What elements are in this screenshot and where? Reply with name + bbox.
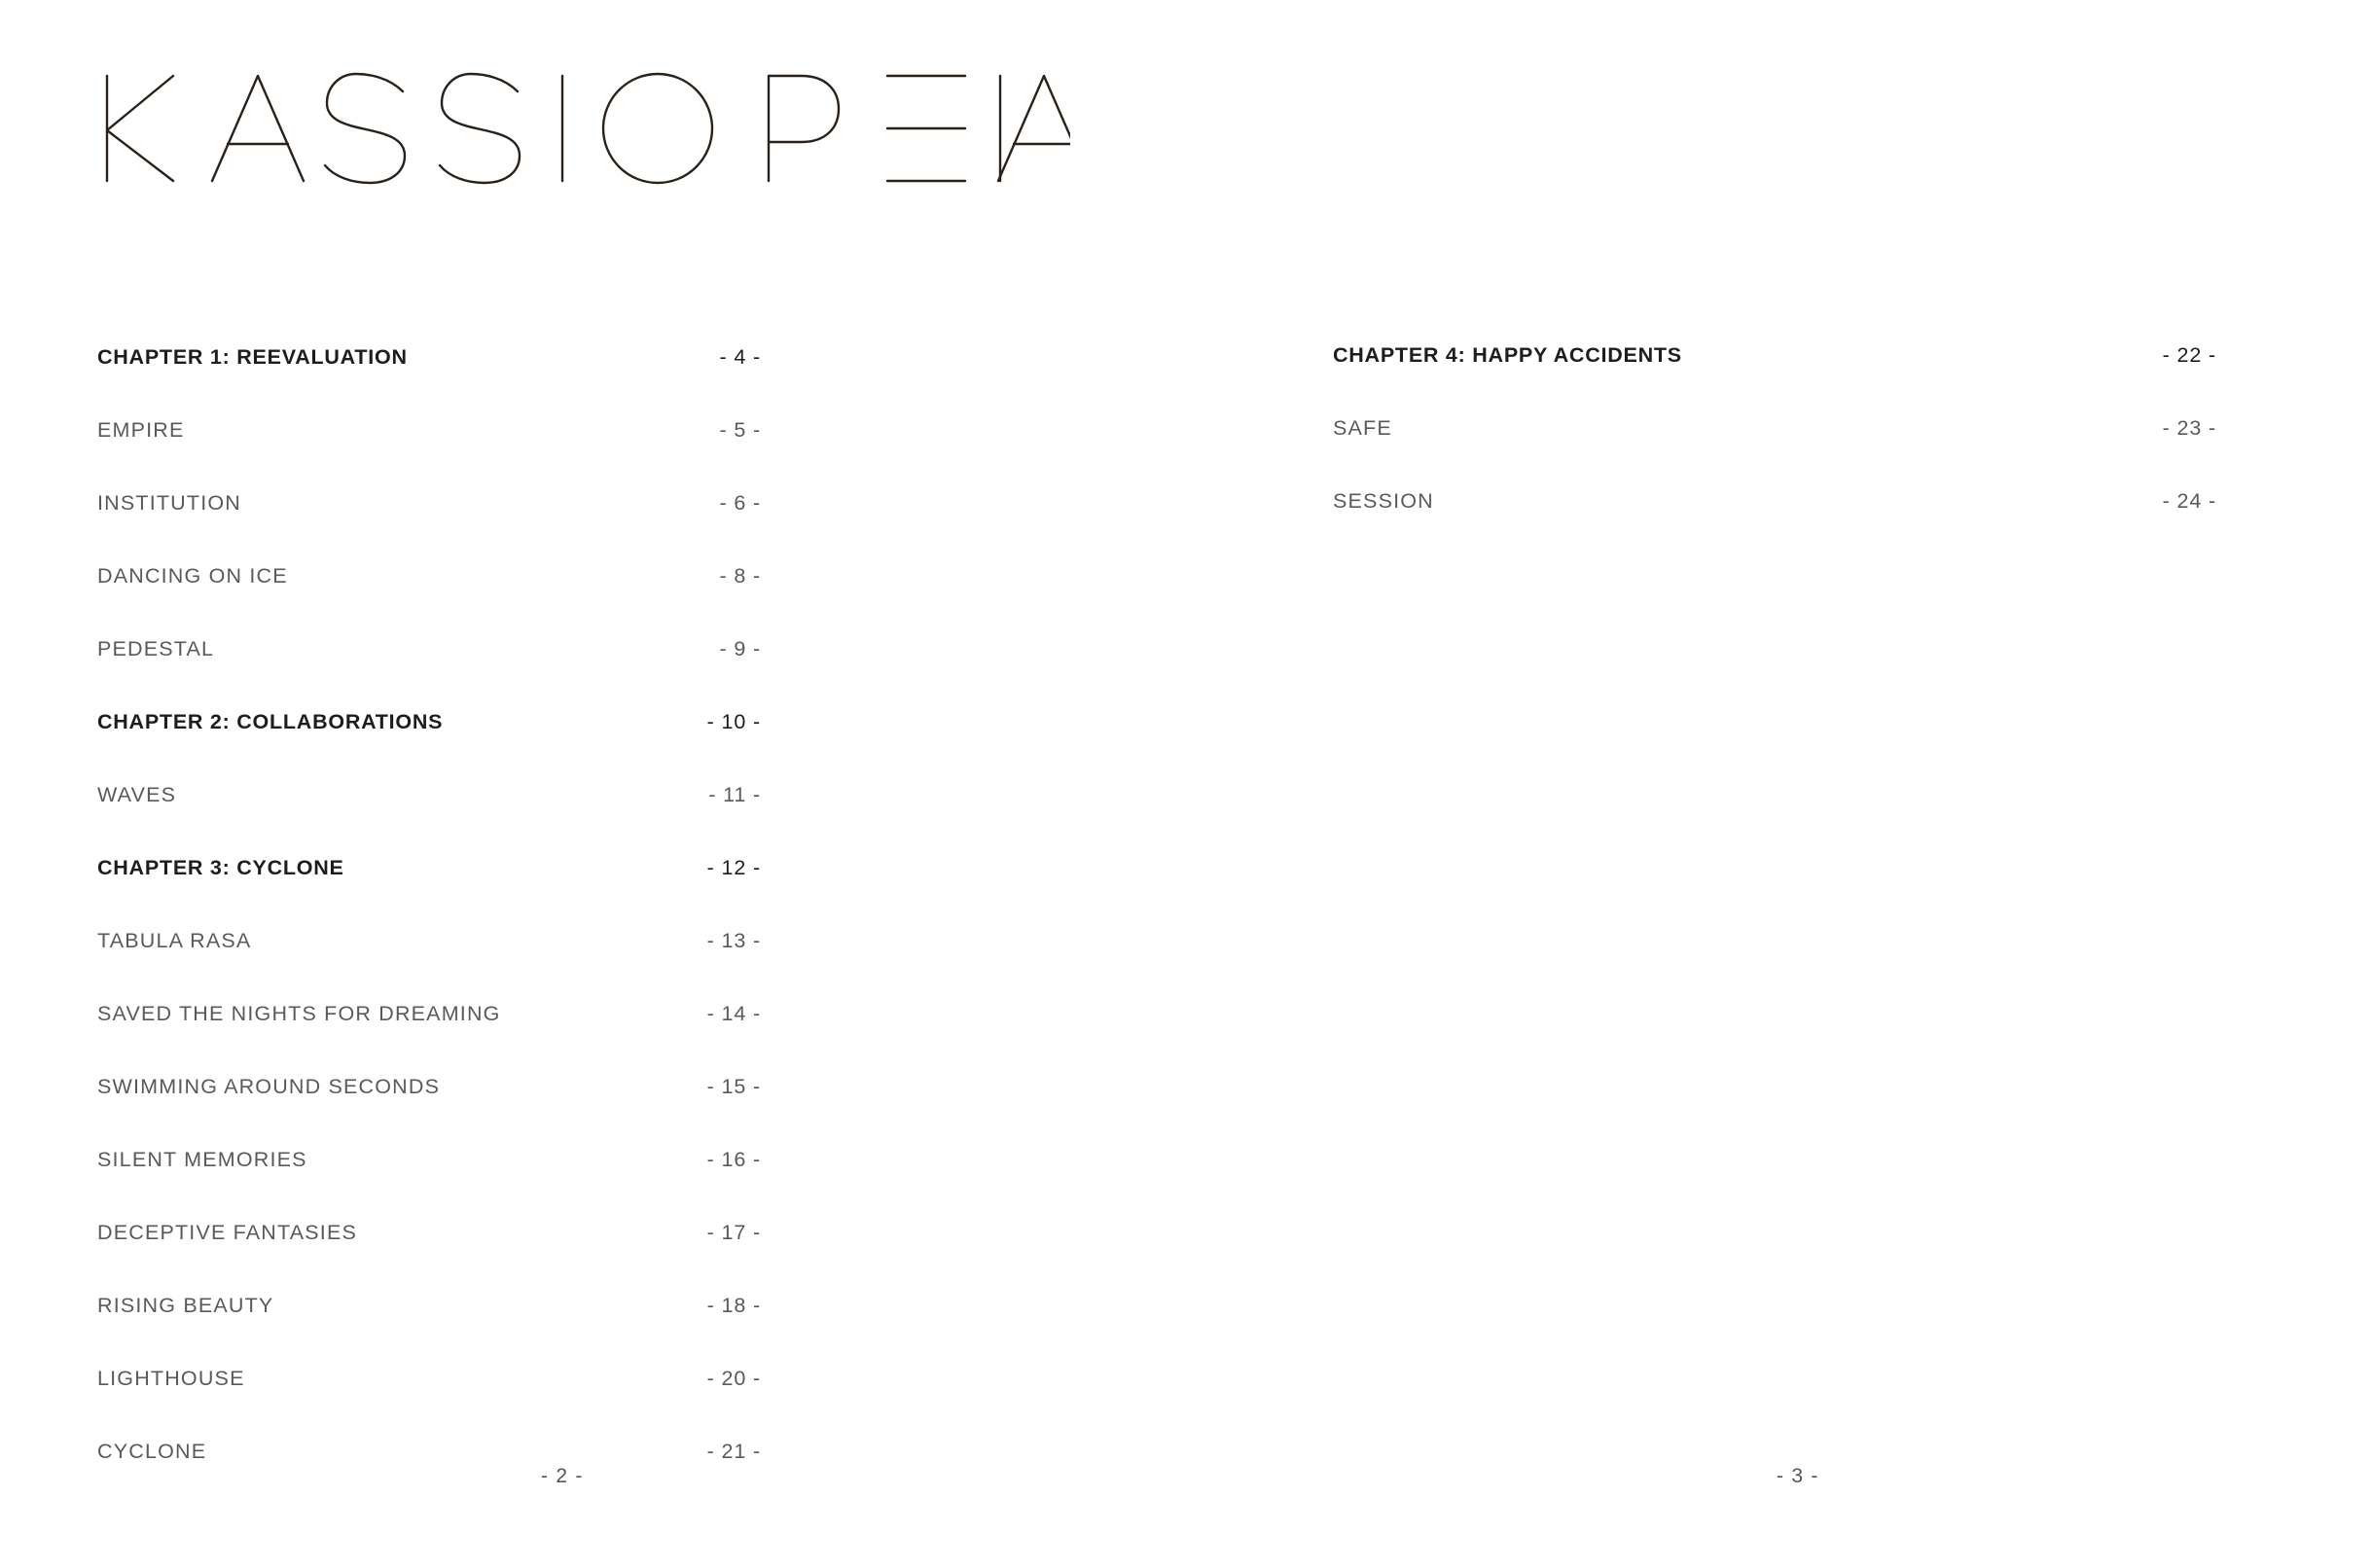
toc-entry-page: - 15 - <box>706 1075 761 1098</box>
toc-entry-title: CHAPTER 2: COLLABORATIONS <box>97 710 444 733</box>
toc-entry-title: CHAPTER 3: CYCLONE <box>97 856 344 879</box>
toc-entry-page: - 5 - <box>719 418 761 442</box>
toc-column-right <box>1333 321 2277 540</box>
toc-entry-page: - 14 - <box>706 1002 761 1025</box>
toc-entry-title: TABULA RASA <box>97 929 252 952</box>
toc-entry-page: - 23 - <box>2162 416 2216 440</box>
toc-entry-page: - 10 - <box>706 710 761 733</box>
toc-entry-page: - 11 - <box>708 783 761 806</box>
toc-entry-page: - 6 - <box>719 491 761 515</box>
toc-entry[interactable] <box>97 1123 1041 1196</box>
toc-entry-title: DECEPTIVE FANTASIES <box>97 1221 357 1244</box>
toc-entry-title: SESSION <box>1333 489 1434 513</box>
toc-entry[interactable] <box>97 321 1041 394</box>
toc-entry[interactable] <box>97 1196 1041 1269</box>
brand-wordmark-kassiopeia <box>97 66 1070 202</box>
toc-entry[interactable] <box>97 686 1041 759</box>
toc-entry-page: - 12 - <box>706 856 761 879</box>
toc-entry-title: INSTITUTION <box>97 491 241 515</box>
toc-entry[interactable] <box>97 832 1041 905</box>
toc-entry[interactable] <box>97 978 1041 1051</box>
toc-entry[interactable] <box>97 467 1041 540</box>
page-folio-right: - 3 - <box>1777 1465 1819 1487</box>
toc-entry[interactable] <box>97 540 1041 613</box>
toc-entry-title: LIGHTHOUSE <box>97 1367 245 1390</box>
toc-entry-page: - 24 - <box>2162 489 2216 513</box>
toc-entry-page: - 13 - <box>706 929 761 952</box>
toc-entry-page: - 16 - <box>706 1148 761 1171</box>
toc-entry-title: DANCING ON ICE <box>97 564 288 588</box>
toc-entry-page: - 9 - <box>719 637 761 660</box>
toc-entry[interactable] <box>1333 392 2277 465</box>
toc-entry-title: CYCLONE <box>97 1440 207 1463</box>
toc-entry-title: SAVED THE NIGHTS FOR DREAMING <box>97 1002 501 1025</box>
toc-entry[interactable] <box>1333 465 2277 538</box>
toc-entry[interactable] <box>97 759 1041 832</box>
toc-entry-title: WAVES <box>97 783 177 806</box>
kassiopeia-logotype-icon <box>97 66 1070 193</box>
toc-entry[interactable] <box>97 905 1041 978</box>
toc-entry-page: - 17 - <box>706 1221 761 1244</box>
toc-entry-page: - 20 - <box>706 1367 761 1390</box>
toc-entry-title: RISING BEAUTY <box>97 1294 274 1317</box>
toc-entry-title: SWIMMING AROUND SECONDS <box>97 1075 441 1098</box>
toc-entry-title: SILENT MEMORIES <box>97 1148 307 1171</box>
toc-entry[interactable] <box>1333 319 2277 392</box>
toc-entry-page: - 18 - <box>706 1294 761 1317</box>
toc-entry[interactable] <box>97 1269 1041 1342</box>
toc-entry[interactable] <box>97 1051 1041 1123</box>
toc-entry-page: - 22 - <box>2162 343 2216 367</box>
toc-entry-title: CHAPTER 4: HAPPY ACCIDENTS <box>1333 343 1682 367</box>
page-folio-left: - 2 - <box>541 1465 584 1487</box>
toc-entry-title: CHAPTER 1: REEVALUATION <box>97 345 408 369</box>
toc-column-left <box>97 321 1041 1488</box>
toc-entry[interactable] <box>97 1342 1041 1415</box>
toc-entry-page: - 4 - <box>719 345 761 369</box>
toc-entry-page: - 8 - <box>719 564 761 588</box>
toc-entry-title: EMPIRE <box>97 418 185 442</box>
toc-entry-page: - 21 - <box>706 1440 761 1463</box>
toc-entry[interactable] <box>97 394 1041 467</box>
toc-entry-title: SAFE <box>1333 416 1392 440</box>
toc-entry[interactable] <box>97 613 1041 686</box>
toc-entry-title: PEDESTAL <box>97 637 215 660</box>
